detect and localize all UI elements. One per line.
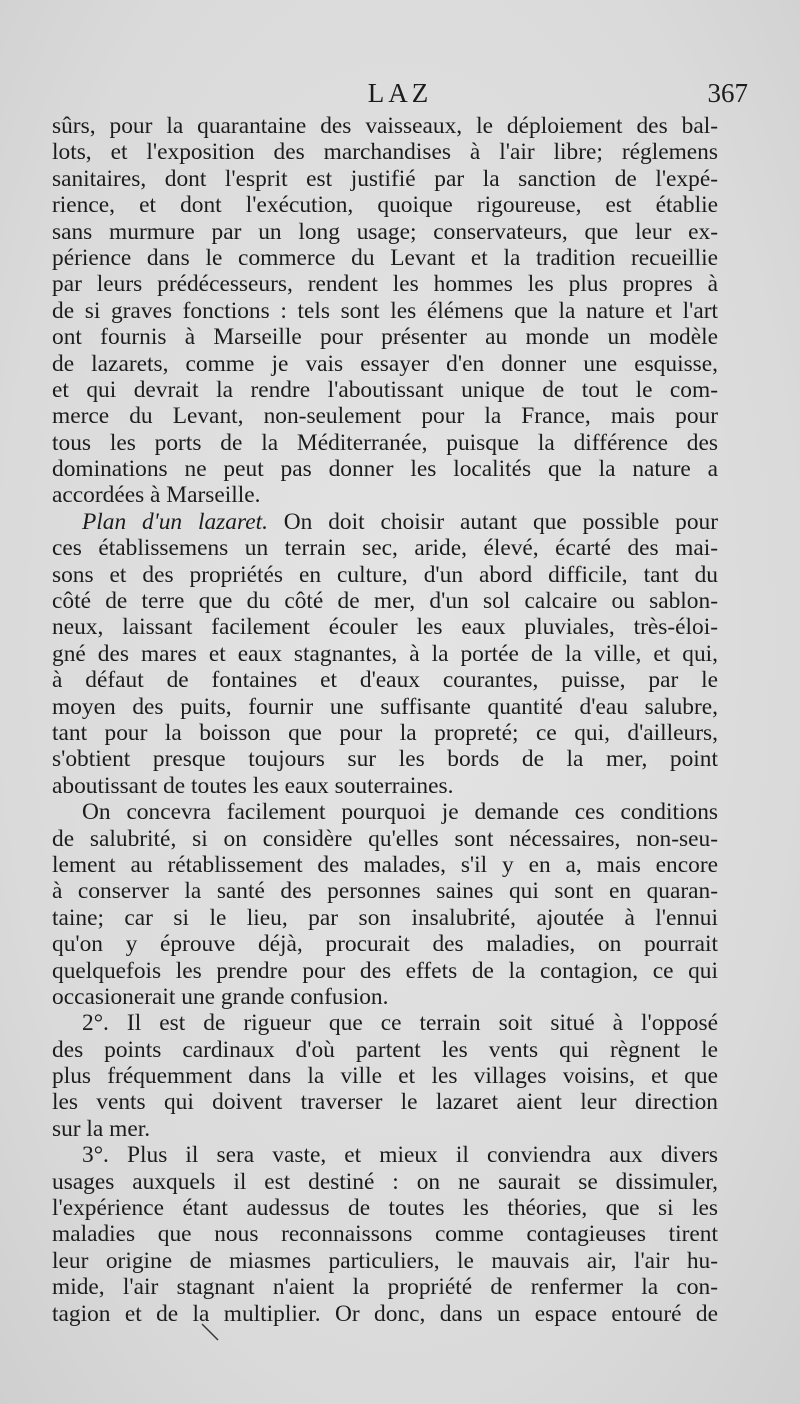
text-line: qu'on y éprouve déjà, procurait des maladies, on pourrait [52,931,718,958]
paragraph [52,799,718,1010]
text-line: et qui devrait la rendre l'aboutissant unique de tout le com- [52,376,718,403]
text-line: tous les ports de la Méditerranée, puisque la différence des [52,429,718,456]
text-line: lots, et l'exposition des marchandises à l'air libre; réglemens [52,139,718,166]
text-line: côté de terre que du côté de mer, d'un sol calcaire ou sablon- [52,588,718,615]
body-text [52,113,718,1327]
text-line: tant pour la boisson que pour la propreté; ce qui, d'ailleurs, [52,719,718,746]
text-run: On doit choisir autant que possible pour [267,508,718,535]
text-line: plus fréquemment dans la ville et les villages voisins, et que [52,1063,718,1090]
text-line: leur origine de miasmes particuliers, le mauvais air, l'air hu- [52,1247,718,1274]
page-number: 367 [707,78,748,108]
text-line: périence dans le commerce du Levant et la tradition recueillie [52,244,718,271]
text-line: On concevra facilement pourquoi je demande ces conditions [82,799,718,826]
text-line: sans murmure par un long usage; conservateurs, que leur ex- [52,218,718,245]
text-line: occasionerait une grande confusion. [52,983,389,1010]
text-line: tagion et de la multiplier. Or donc, dans un espace entouré de [52,1300,718,1327]
text-line: de lazarets, comme je vais essayer d'en donner une esquisse, [52,350,718,377]
text-line: 3°. Plus il sera vaste, et mieux il conviendra aux divers [82,1142,718,1169]
text-line: ont fournis à Marseille pour présenter au monde un modèle [52,324,718,351]
text-line: de si graves fonctions : tels sont les élémens que la nature et l'art [52,297,718,324]
text-line: s'obtient presque toujours sur les bords de la mer, point [52,746,718,773]
text-line: 2°. Il est de rigueur que ce terrain soit situé à l'opposé [82,1010,718,1037]
text-line: gné des mares et eaux stagnantes, à la portée de la ville, et qui, [52,640,718,667]
text-line: quelquefois les prendre pour des effets de la contagion, ce qui [52,957,718,984]
text-line: usages auxquels il est destiné : on ne saurait se dissimuler, [52,1168,718,1195]
text-line: taine; car si le lieu, par son insalubrité, ajoutée à l'ennui [52,904,718,931]
text-line: par leurs prédécesseurs, rendent les hommes les plus propres à [52,271,718,298]
text-line: à conserver la santé des personnes saines qui sont en quaran- [52,878,718,905]
section-heading: Plan d'un lazaret. [82,508,268,535]
text-line: sur la mer. [52,1115,151,1142]
text-line: moyen des puits, fournir une suffisante quantité d'eau salubre, [52,693,718,720]
text-line: mide, l'air stagnant n'aient la propriété de renfermer la con- [52,1274,718,1301]
paragraph [52,1010,718,1142]
text-line: l'expérience étant audessus de toutes les théories, que si les [52,1195,718,1222]
page-header [60,78,748,112]
text-line: ces établissemens un terrain sec, aride, élevé, écarté des mai- [52,535,718,562]
text-line: aboutissant de toutes les eaux souterraines. [52,772,454,799]
running-head: LAZ [367,78,433,108]
text-line: accordées à Marseille. [52,482,261,509]
text-line: dominations ne peut pas donner les localités que la nature a [52,456,718,483]
text-line: sanitaires, dont l'esprit est justifié par la sanction de l'expé- [52,165,718,192]
text-line: des points cardinaux d'où partent les vents qui règnent le [52,1036,718,1063]
text-line: maladies que nous reconnaissons comme contagieuses tirent [52,1221,718,1248]
paragraph [52,509,718,799]
text-line: lement au rétablissement des malades, s'il y en a, mais encore [52,851,718,878]
text-line: neux, laissant facilement écouler les eaux pluviales, très-éloi- [52,614,718,641]
text-line: les vents qui doivent traverser le lazaret aient leur direction [52,1089,718,1116]
text-line: sons et des propriétés en culture, d'un abord difficile, tant du [52,561,718,588]
text-line: sûrs, pour la quarantaine des vaisseaux, le déploiement des bal- [52,113,718,139]
text-line [52,509,718,535]
text-line: merce du Levant, non-seulement pour la France, mais pour [52,403,718,430]
text-line: à défaut de fontaines et d'eaux courantes, puisse, par le [52,667,718,694]
paragraph [52,113,718,509]
stray-ink-mark [200,1322,222,1344]
paragraph [52,1142,718,1327]
text-line: de salubrité, si on considère qu'elles sont nécessaires, non-seu- [52,825,718,852]
text-line: rience, et dont l'exécution, quoique rigoureuse, est établie [52,192,718,219]
